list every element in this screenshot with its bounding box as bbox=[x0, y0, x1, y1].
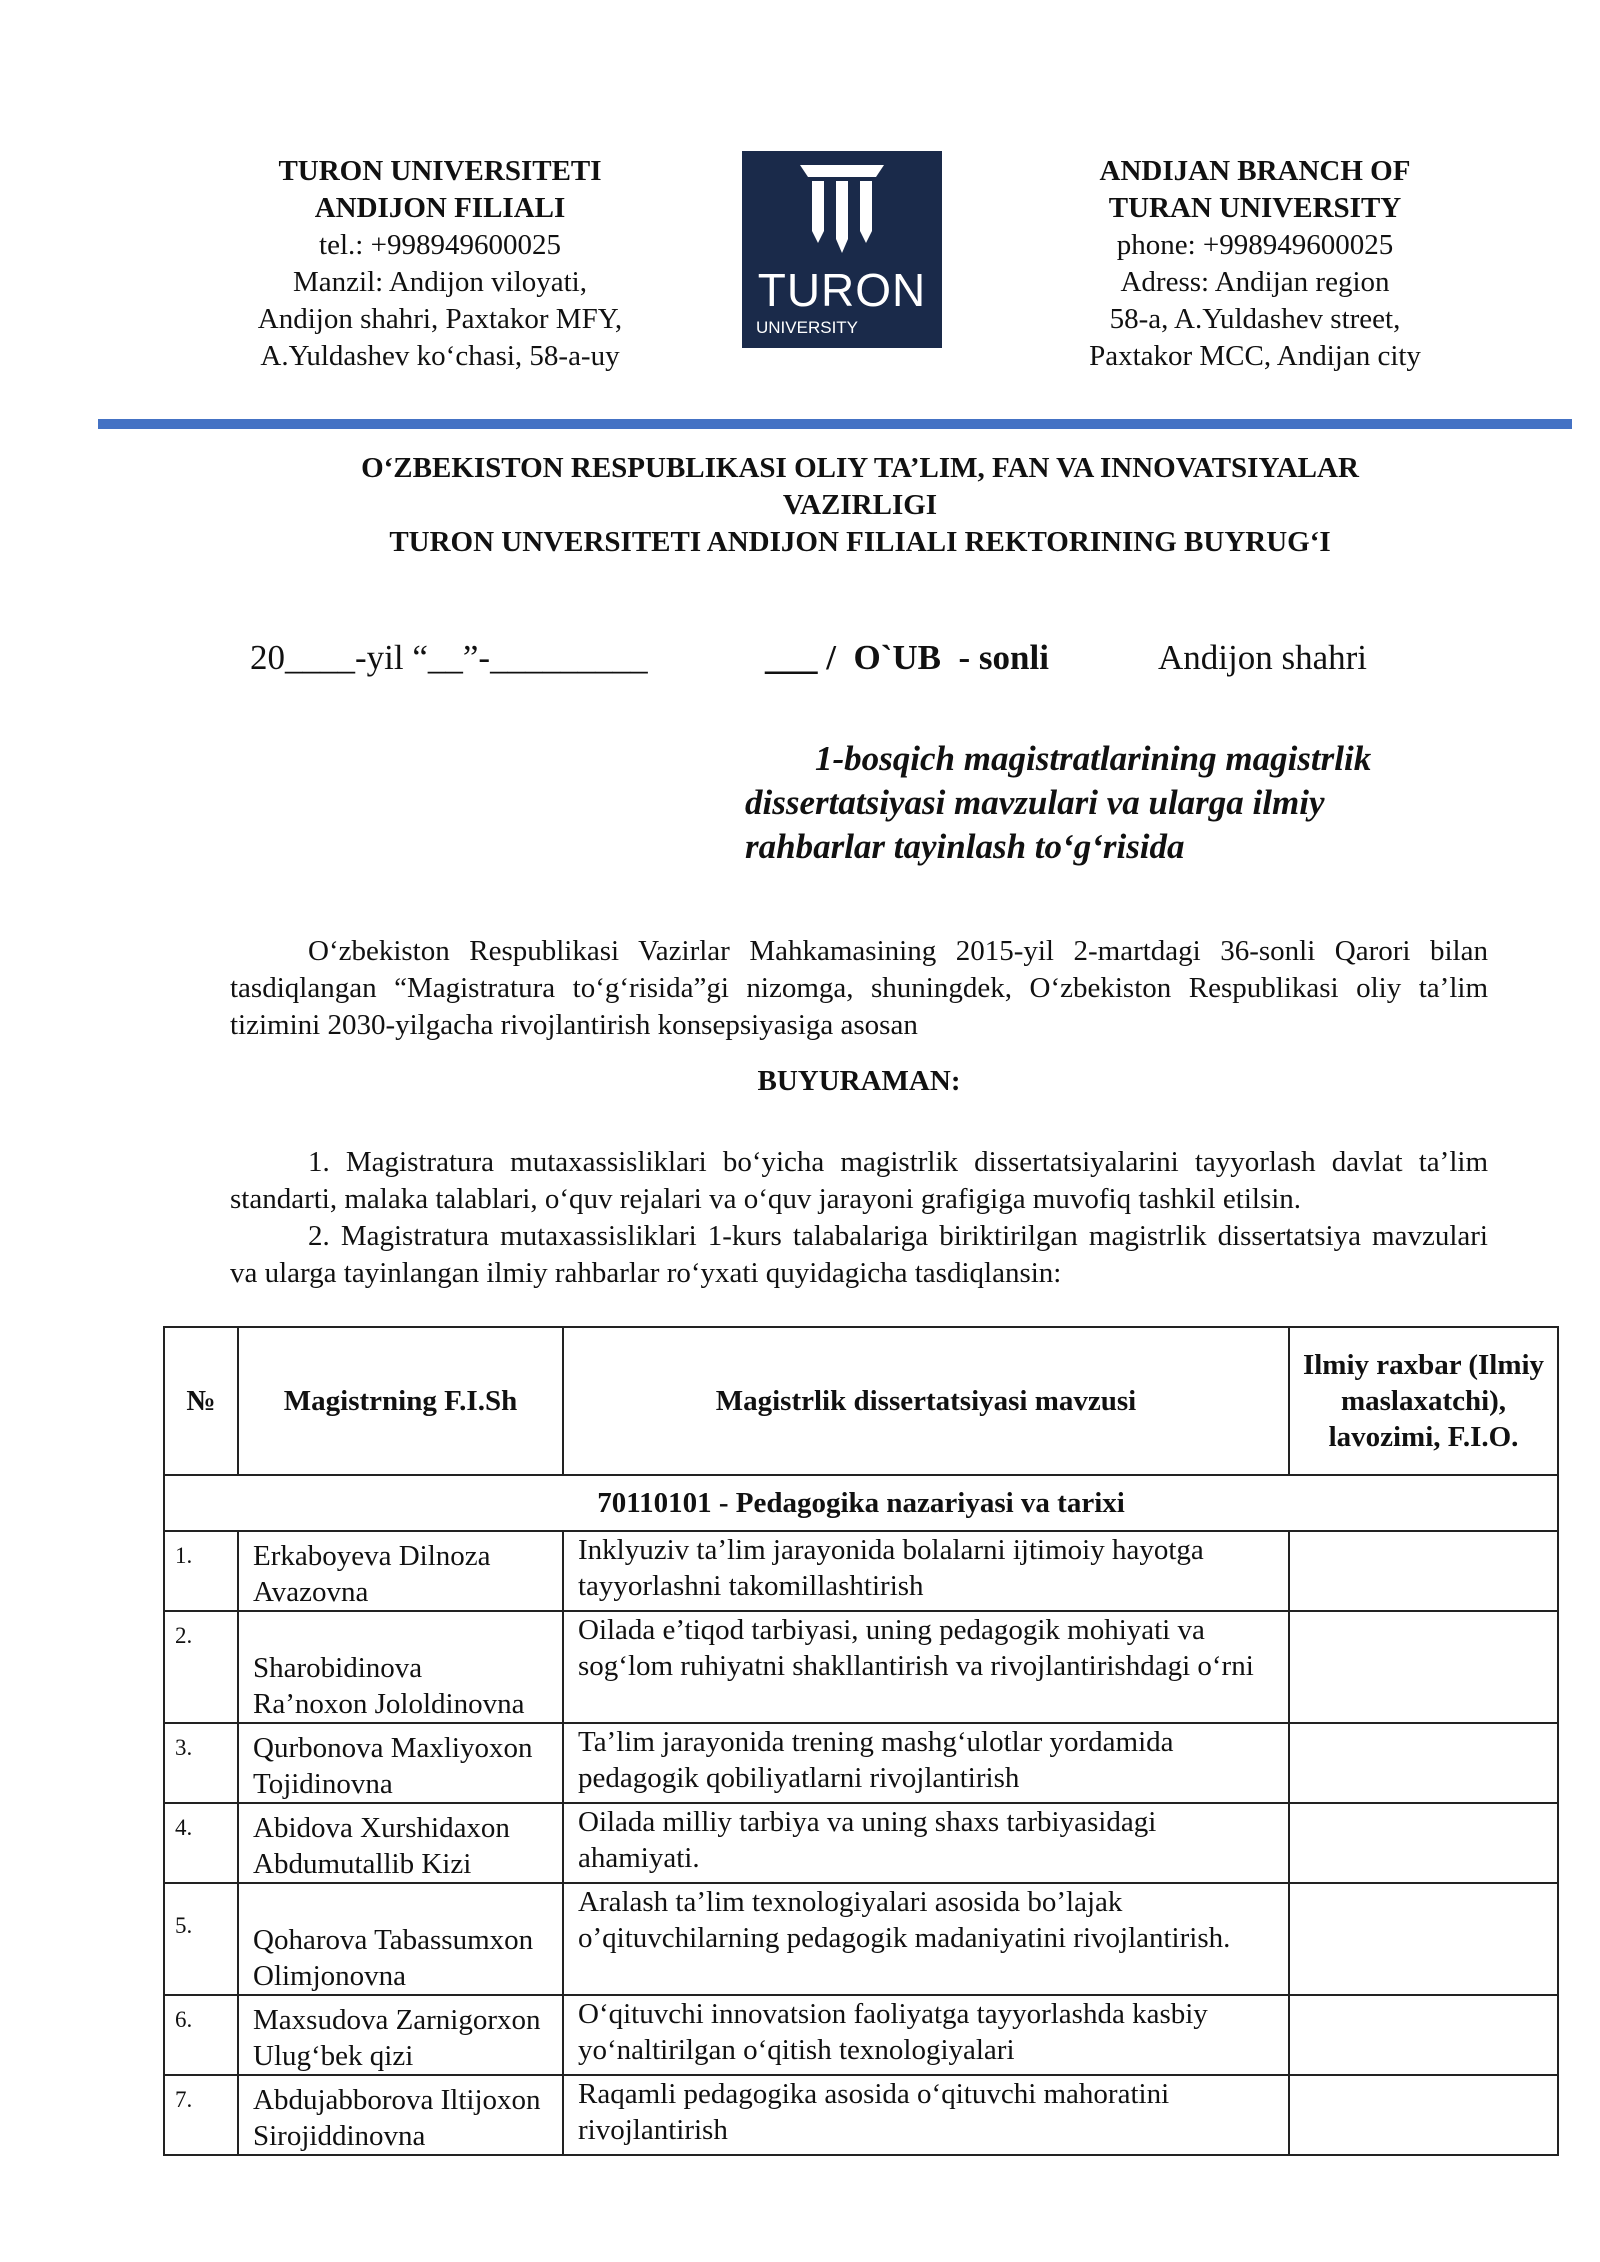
phone-en: phone: +998949600025 bbox=[1116, 229, 1394, 261]
order-date: 20____-yil “__”-_________ bbox=[250, 638, 648, 677]
student-name-line-2: Ulug‘bek qizi bbox=[253, 2040, 414, 2072]
row-number: 4. bbox=[164, 1803, 238, 1883]
student-name-line-1: Qoharova Tabassumxon bbox=[253, 1924, 534, 1956]
header-topic: Magistrlik dissertatsiyasi mavzusi bbox=[563, 1327, 1289, 1475]
header-advisor: Ilmiy raxbar (Ilmiy maslaxatchi), lavozimi, F.I.O. bbox=[1289, 1327, 1558, 1475]
row-number: 7. bbox=[164, 2075, 238, 2155]
advisor-cell bbox=[1289, 2075, 1558, 2155]
ministry-line-2: VAZIRLIGI bbox=[782, 489, 938, 521]
student-name-line-2: Abdumutallib Kizi bbox=[253, 1848, 472, 1880]
table-row bbox=[164, 1723, 1558, 1803]
student-name-line-1: Abdujabborova Iltijoxon bbox=[253, 2084, 541, 2116]
dissertation-topic: O‘qituvchi innovatsion faoliyatga tayyorlashda kasbiy yo‘naltirilgan o‘qitish texnologiyalari bbox=[563, 1995, 1289, 2075]
address-line-1-en: Adress: Andijan region bbox=[1120, 266, 1390, 298]
student-name bbox=[238, 1531, 563, 1611]
student-name bbox=[238, 1611, 563, 1723]
table-row bbox=[164, 1531, 1558, 1611]
row-number: 3. bbox=[164, 1723, 238, 1803]
dissertation-table bbox=[163, 1326, 1559, 2156]
address-line-2-en: 58-a, A.Yuldashev street, bbox=[1109, 303, 1401, 335]
dissertation-topic: Oilada e’tiqod tarbiyasi, uning pedagogik mohiyati va sog‘lom ruhiyatni shakllantirish va rivojlantirishdagi o‘rni bbox=[563, 1611, 1289, 1723]
advisor-cell bbox=[1289, 1803, 1558, 1883]
row-number: 2. bbox=[164, 1611, 238, 1723]
student-name-line-1: Maxsudova Zarnigorxon bbox=[253, 2004, 541, 2036]
letterhead-en bbox=[1010, 153, 1500, 375]
dissertation-topic: Aralash ta’lim texnologiyalari asosida bo’lajak o’qituvchilarning pedagogik madaniyatini rivojlantirish. bbox=[563, 1883, 1289, 1995]
student-name-line-2: Sirojiddinovna bbox=[253, 2120, 426, 2152]
dissertation-topic: Inklyuziv ta’lim jarayonida bolalarni ijtimoiy hayotga tayyorlashni takomillashtirish bbox=[563, 1531, 1289, 1611]
dissertation-topic: Ta’lim jarayonida trening mashg‘ulotlar yordamida pedagogik qobiliyatlarni rivojlantirish bbox=[563, 1723, 1289, 1803]
student-name-line-2: Olimjonovna bbox=[253, 1960, 407, 1992]
order-item-1: 1. Magistratura mutaxassisliklari bo‘yicha magistrlik dissertatsiyalarini tayyorlash davlat ta’lim standarti, malaka talablari, o‘quv rejalari va o‘quv jarayoni grafigiga muvofiq tashkil etilsin. bbox=[230, 1146, 1488, 1215]
institution-name-en: TURAN UNIVERSITY bbox=[1108, 192, 1402, 224]
specialty-row bbox=[164, 1475, 1558, 1531]
dissertation-topic: Raqamli pedagogika asosida o‘qituvchi mahoratini rivojlantirish bbox=[563, 2075, 1289, 2155]
order-city: Andijon shahri bbox=[1158, 638, 1368, 677]
student-name bbox=[238, 1723, 563, 1803]
phone-uz: tel.: +998949600025 bbox=[319, 229, 561, 261]
advisor-cell bbox=[1289, 1883, 1558, 1995]
row-number: 1. bbox=[164, 1531, 238, 1611]
specialty-label: 70110101 - Pedagogika nazariyasi va tarixi bbox=[164, 1475, 1558, 1531]
table-row bbox=[164, 1611, 1558, 1723]
branch-name-en: ANDIJAN BRANCH OF bbox=[1099, 155, 1411, 187]
table-row bbox=[164, 1995, 1558, 2075]
subject-line-2: dissertatsiyasi mavzulari va ularga ilmiy bbox=[745, 783, 1325, 822]
turon-logo bbox=[742, 151, 942, 348]
table-row bbox=[164, 1803, 1558, 1883]
order-number: ___ / O`UB - sonli bbox=[765, 638, 1049, 677]
student-name-line-1: Qurbonova Maxliyoxon bbox=[253, 1732, 533, 1764]
order-title: TURON UNVERSITETI ANDIJON FILIALI REKTORINING BUYRUG‘I bbox=[389, 526, 1331, 558]
dissertation-topic: Oilada milliy tarbiya va uning shaxs tarbiyasidagi ahamiyati. bbox=[563, 1803, 1289, 1883]
student-name bbox=[238, 1803, 563, 1883]
advisor-cell bbox=[1289, 1611, 1558, 1723]
row-number: 6. bbox=[164, 1995, 238, 2075]
student-name bbox=[238, 2075, 563, 2155]
header-divider bbox=[98, 419, 1572, 429]
table-row bbox=[164, 1883, 1558, 1995]
advisor-cell bbox=[1289, 1723, 1558, 1803]
header-student-name: Magistrning F.I.Sh bbox=[238, 1327, 563, 1475]
subject-line-1: 1-bosqich magistratlarining magistrlik bbox=[815, 739, 1372, 778]
table-header-row bbox=[164, 1327, 1558, 1475]
student-name-line-2: Avazovna bbox=[253, 1576, 369, 1608]
order-heading: BUYURAMAN: bbox=[757, 1065, 961, 1097]
student-name-line-2: Tojidinovna bbox=[253, 1768, 393, 1800]
advisor-cell bbox=[1289, 1995, 1558, 2075]
logo-subtitle: UNIVERSITY bbox=[756, 318, 859, 337]
address-line-3-en: Paxtakor MCC, Andijan city bbox=[1089, 340, 1421, 372]
address-line-3-uz: A.Yuldashev ko‘chasi, 58-a-uy bbox=[260, 340, 620, 372]
university-columns-icon bbox=[800, 165, 884, 253]
order-subject bbox=[745, 737, 1445, 869]
student-name bbox=[238, 1883, 563, 1995]
branch-name-uz: ANDIJON FILIALI bbox=[314, 192, 566, 224]
preamble-paragraph: O‘zbekiston Respublikasi Vazirlar Mahkamasining 2015-yil 2-martdagi 36-sonli Qarori bilan tasdiqlangan “Magistratura to‘g‘risida”gi nizomga, shuningdek, O‘zbekiston Respublikasi oliy ta’lim tizimini 2030-yilgacha rivojlantirish konsepsiyasiga asosan bbox=[230, 935, 1488, 1041]
advisor-cell bbox=[1289, 1531, 1558, 1611]
student-name-line-2: Ra’noxon Jololdinovna bbox=[253, 1688, 525, 1720]
order-item-2: 2. Magistratura mutaxassisliklari 1-kurs talabalariga biriktirilgan magistrlik dissertatsiya mavzulari va ularga tayinlangan ilmiy rahbarlar ro‘yxati quyidagicha tasdiqlansin: bbox=[230, 1220, 1488, 1289]
table-row bbox=[164, 2075, 1558, 2155]
subject-line-3: rahbarlar tayinlash to‘g‘risida bbox=[745, 827, 1185, 866]
institution-name-uz: TURON UNIVERSITETI bbox=[278, 155, 602, 187]
student-name bbox=[238, 1995, 563, 2075]
address-line-1-uz: Manzil: Andijon viloyati, bbox=[292, 266, 587, 298]
student-name-line-1: Sharobidinova bbox=[253, 1652, 423, 1684]
student-name-line-1: Abidova Xurshidaxon bbox=[253, 1812, 510, 1844]
row-number: 5. bbox=[164, 1883, 238, 1995]
address-line-2-uz: Andijon shahri, Paxtakor MFY, bbox=[257, 303, 623, 335]
letterhead-uz bbox=[180, 153, 700, 375]
ministry-line-1: O‘ZBEKISTON RESPUBLIKASI OLIY TA’LIM, FAN VA INNOVATSIYALAR bbox=[361, 452, 1359, 484]
header-number: № bbox=[164, 1327, 238, 1475]
student-name-line-1: Erkaboyeva Dilnoza bbox=[253, 1540, 491, 1572]
ministry-title bbox=[160, 450, 1560, 561]
logo-name: TURON bbox=[757, 264, 927, 316]
